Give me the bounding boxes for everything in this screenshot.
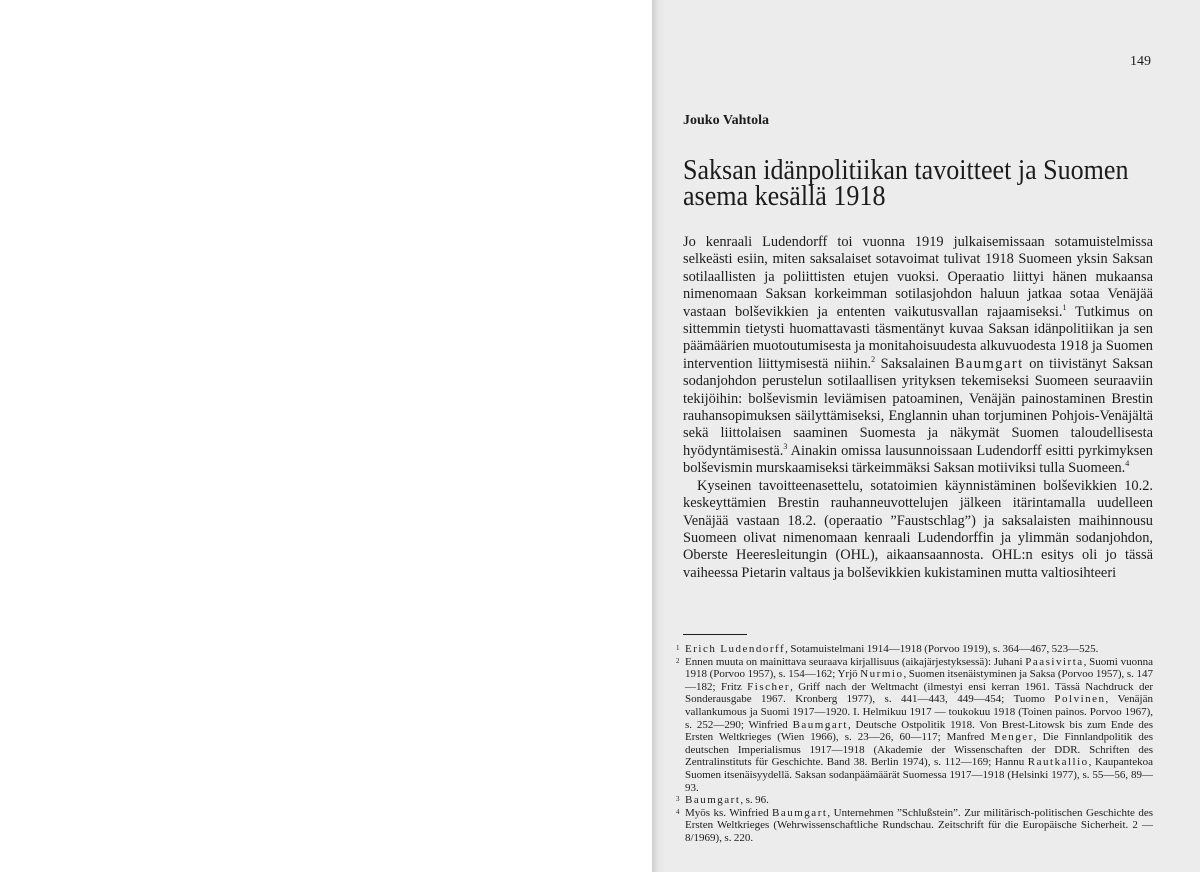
footnotes — [676, 643, 1153, 845]
article-body — [683, 234, 1153, 582]
footnote-ref-4: 4 — [1125, 459, 1130, 469]
footnote-ref-1: 1 — [1062, 302, 1067, 312]
footnote-mark: 1 — [676, 644, 680, 652]
footnote-1: 1 Erich Ludendorff, Sotamuistelmani 1914—1918 (Porvoo 1919), s. 364—467, 523—525. — [676, 643, 1099, 655]
body-paragraph-1: Jo kenraali Ludendorff toi vuonna 1919 julkaisemissaan sotamuistelmissa selkeästi esiin, miten saksalaiset sotavoimat tulivat 1918 Suomeen yksin Saksan sotilaallisten ja poliittisten etujen vuoksi. Operaatio liittyi hänen mukaansa nimenomaan Saksan korkeimman sotilasjohdon haluun jatkaa sotaa Venäjää vastaan bolševikkien ja ententen vaikutusvallan rajaamiseksi.$^1$ Tutkimus on sittemmin tietysti huomattavasti täsmentänyt kuvaa Saksan idänpolitiikan ja sen päämäärien muotoutumisesta ja monitahoisuudesta alkuvuodesta 1918 ja Suomen intervention liittymisestä niihin.$^2$ Saksalainen Baumgart on tiivistänyt Saksan sodanjohdon perustelun sotilaallisen yrityksen tekemiseksi Suomeen seuraaviin tekijöihin: bolševismin leviämisen patoaminen, Venäjän painostaminen Brestin rauhansopimuksen säilyttämiseksi, Englannin uhan torjuminen Pohjois-Venäjältä sekä liittolaisen saaminen Suomesta ja näkymät Suomen taloudellisesta hyödyntämisestä.$^3$ Ainakin omissa lausunnoissaan Ludendorff esitti pyrkimyksen bolševismin murskaamiseksi tärkeimmäksi Saksan motiiviksi tulla Suomeen.$^4$ — [683, 234, 1153, 477]
footnote-4: 4 Myös ks. Winfried Baumgart, Unternehmen ”Schlußstein”. Zur militärisch-politischen Geschichte des Ersten Weltkrieges (Wehrwissenschaftliche Rundschau. Zeitschrift für die Europäische Sicherheit. 2 — 8/1969), s. 220. — [676, 806, 1153, 844]
footnote-3: 3 Baumgart, s. 96. — [676, 794, 769, 807]
author-reference: Baumgart — [954, 355, 1024, 372]
footnote-ref-2: 2 — [871, 355, 876, 365]
page-number: 149 — [1130, 54, 1151, 69]
footnote-mark: 2 — [676, 656, 680, 665]
footnote-ref-3: 3 — [783, 442, 788, 452]
footnote-divider — [683, 634, 747, 635]
footnote-mark: 3 — [676, 795, 680, 804]
footnote-2: 2 Ennen muuta on mainittava seuraava kirjallisuus (aikajärjestyksessä): Juhani Paasivirta, Suomi vuonna 1918 (Porvoo 1957), s. 154—162; Yrjö Nurmio, Suomen itsenäistyminen ja Saksa (Porvoo 1957), s. 147—182; Fritz Fischer, Griff nach der Weltmacht (ilmestyi ensi kerran 1961. Tässä Nachdruck der Sonderausgabe 1967. Kronberg 1977), s. 441—443, 449—454; Tuomo Polvinen, Venäjän vallankumous ja Suomi 1917—1920. I. Helmikuu 1917 — toukokuu 1918 (Toinen painos. Porvoo 1967), s. 252—290; Winfried Baumgart, Deutsche Ostpolitik 1918. Von Brest-Litowsk bis zum Ende des Ersten Weltkrieges (Wien 1966), s. 23—26, 60—117; Manfred Menger, Die Finnlandpolitik des deutschen Imperialismus 1917—1918 (Akademie der Wissenschaften der DDR. Schriften des Zentralinstituts für Geschichte. Band 38. Berlin 1974), s. 112—169; Hannu Rautkallio, Kaupantekoa Suomen itsenäisyydellä. Saksan sodanpäämäärät Suomessa 1917—1918 (Helsinki 1977), s. 55—56, 89—93. — [676, 655, 1153, 794]
article-title: Saksan idänpolitiikan tavoitteet ja Suomen asema kesällä 1918 — [683, 155, 1129, 212]
body-paragraph-2: Kyseinen tavoitteenasettelu, sotatoimien käynnistäminen bolševikkien 10.2. keskeyttämien Brestin rauhanneuvottelujen jälkeen itärintamalla uudelleen Venäjää vastaan 18.2. (operaatio ”Faustschlag”) ja saksalaisten maihinnousu Suomeen olivat nimenomaan kenraali Ludendorffin ja ylimmän sodanjohdon, Oberste Heeresleitungin (OHL), aikaansaannosta. OHL:n esitys oli jo tässä vaiheessa Pietarin valtaus ja bolševikkien kukistaminen mutta valtiosihteeri — [683, 477, 1153, 581]
footnote-mark: 4 — [676, 807, 680, 816]
author-name: Jouko Vahtola — [683, 113, 769, 128]
book-gutter — [652, 0, 666, 872]
